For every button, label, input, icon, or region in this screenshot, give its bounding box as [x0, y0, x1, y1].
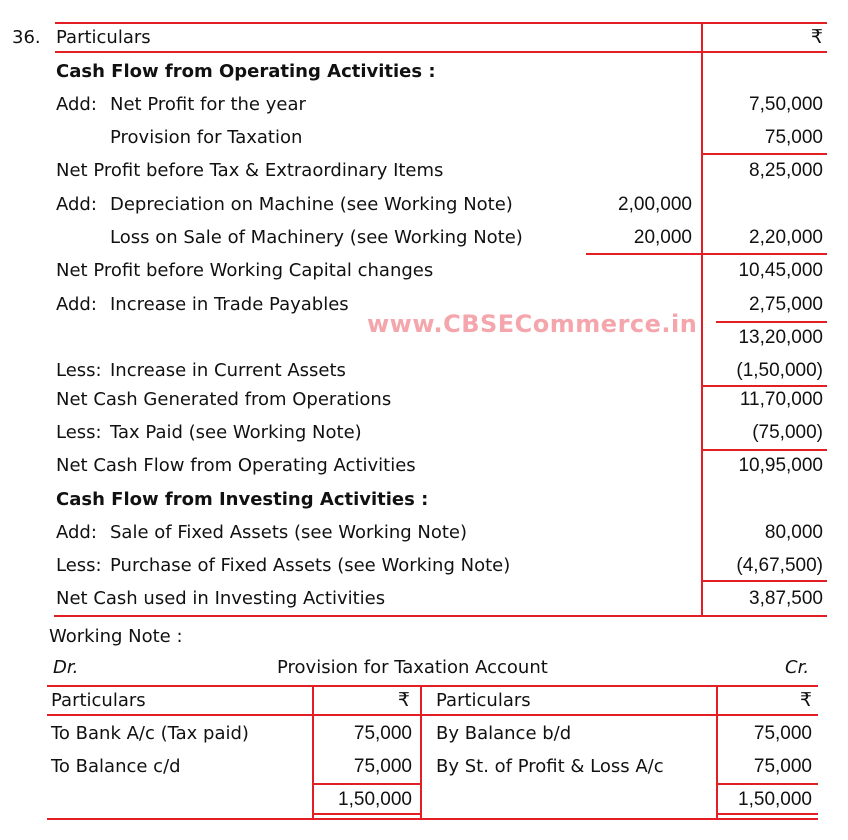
row-label: Net Profit before Tax & Extraordinary Items — [56, 160, 444, 181]
ledger-bottom-rule — [47, 818, 818, 820]
ledger-debit-amount: 75,000 — [353, 723, 412, 744]
row-amount: 2,75,000 — [749, 294, 823, 315]
ledger-debit-total: 1,50,000 — [338, 789, 412, 810]
ledger-credit-entry: By St. of Profit & Loss A/c — [436, 756, 664, 777]
ledger-total-rule — [312, 783, 422, 785]
row-amount: 7,50,000 — [749, 94, 823, 115]
subtotal-rule — [701, 449, 827, 451]
ledger-divider — [420, 685, 422, 819]
header-rupee-symbol: ₹ — [810, 27, 823, 48]
row-label: Purchase of Fixed Assets (see Working Note) — [110, 555, 511, 576]
row-amount: 3,87,500 — [749, 588, 823, 609]
row-amount: (75,000) — [752, 422, 823, 443]
row-amount: 13,20,000 — [738, 327, 823, 348]
ledger-debit-rupee: ₹ — [397, 690, 410, 711]
account-title: Provision for Taxation Account — [277, 657, 548, 678]
row-amount: (1,50,000) — [736, 360, 823, 381]
row-prefix: Add: — [56, 294, 97, 315]
cr-label: Cr. — [785, 657, 810, 678]
header-bottom-rule — [55, 51, 827, 53]
row-prefix: Add: — [56, 194, 97, 215]
row-amount: 75,000 — [764, 127, 823, 148]
row-prefix: Add: — [56, 94, 97, 115]
header-particulars: Particulars — [56, 27, 151, 48]
row-label: Loss on Sale of Machinery (see Working Note) — [110, 227, 523, 248]
ledger-debit-entry: To Bank A/c (Tax paid) — [51, 723, 249, 744]
row-amount: 8,25,000 — [749, 160, 823, 181]
dr-label: Dr. — [53, 657, 79, 678]
row-prefix: Less: — [56, 422, 102, 443]
row-amount: 10,45,000 — [738, 260, 823, 281]
subtotal-rule — [701, 153, 827, 155]
table-top-rule — [55, 22, 827, 24]
row-inner-amount: 2,00,000 — [618, 194, 692, 215]
row-amount: 2,20,000 — [749, 227, 823, 248]
row-amount: (4,67,500) — [736, 555, 823, 576]
row-label: Net Profit for the year — [110, 94, 306, 115]
ledger-credit-total: 1,50,000 — [738, 789, 812, 810]
ledger-credit-entry: By Balance b/d — [436, 723, 572, 744]
working-note-title: Working Note : — [49, 626, 183, 647]
ledger-debit-entry: To Balance c/d — [51, 756, 181, 777]
row-label: Increase in Current Assets — [110, 360, 346, 381]
row-label: Net Cash Generated from Operations — [56, 389, 392, 410]
row-label: Provision for Taxation — [110, 127, 303, 148]
row-inner-amount: 20,000 — [633, 227, 692, 248]
ledger-credit-amount: 75,000 — [753, 723, 812, 744]
ledger-credit-header: Particulars — [436, 690, 531, 711]
ledger-header-rule — [47, 714, 818, 716]
ledger-double-rule — [716, 813, 818, 815]
watermark: www.CBSECommerce.in — [367, 310, 698, 338]
row-prefix: Less: — [56, 360, 102, 381]
row-label: Increase in Trade Payables — [110, 294, 349, 315]
row-amount: 10,95,000 — [738, 455, 823, 476]
ledger-debit-header: Particulars — [51, 690, 146, 711]
row-label: Depreciation on Machine (see Working Note) — [110, 194, 513, 215]
section-heading-operating: Cash Flow from Operating Activities : — [56, 61, 436, 82]
subtotal-rule — [716, 321, 827, 323]
ledger-total-rule — [716, 783, 818, 785]
row-prefix: Add: — [56, 522, 97, 543]
section-heading-investing: Cash Flow from Investing Activities : — [56, 489, 429, 510]
subtotal-rule — [701, 580, 827, 582]
row-amount: 80,000 — [764, 522, 823, 543]
ledger-credit-rupee: ₹ — [799, 690, 812, 711]
row-label: Net Profit before Working Capital changes — [56, 260, 434, 281]
ledger-credit-amount: 75,000 — [753, 756, 812, 777]
ledger-debit-amount: 75,000 — [353, 756, 412, 777]
row-label: Net Cash used in Investing Activities — [56, 588, 386, 609]
ledger-double-rule — [312, 813, 422, 815]
row-amount: 11,70,000 — [739, 389, 823, 410]
row-prefix: Less: — [56, 555, 102, 576]
table-bottom-rule — [54, 615, 827, 617]
ledger-top-rule — [47, 685, 818, 687]
subtotal-rule — [586, 253, 827, 255]
subtotal-rule — [701, 385, 827, 387]
row-label: Sale of Fixed Assets (see Working Note) — [110, 522, 468, 543]
question-number: 36. — [12, 27, 41, 48]
row-label: Net Cash Flow from Operating Activities — [56, 455, 416, 476]
row-label: Tax Paid (see Working Note) — [110, 422, 362, 443]
